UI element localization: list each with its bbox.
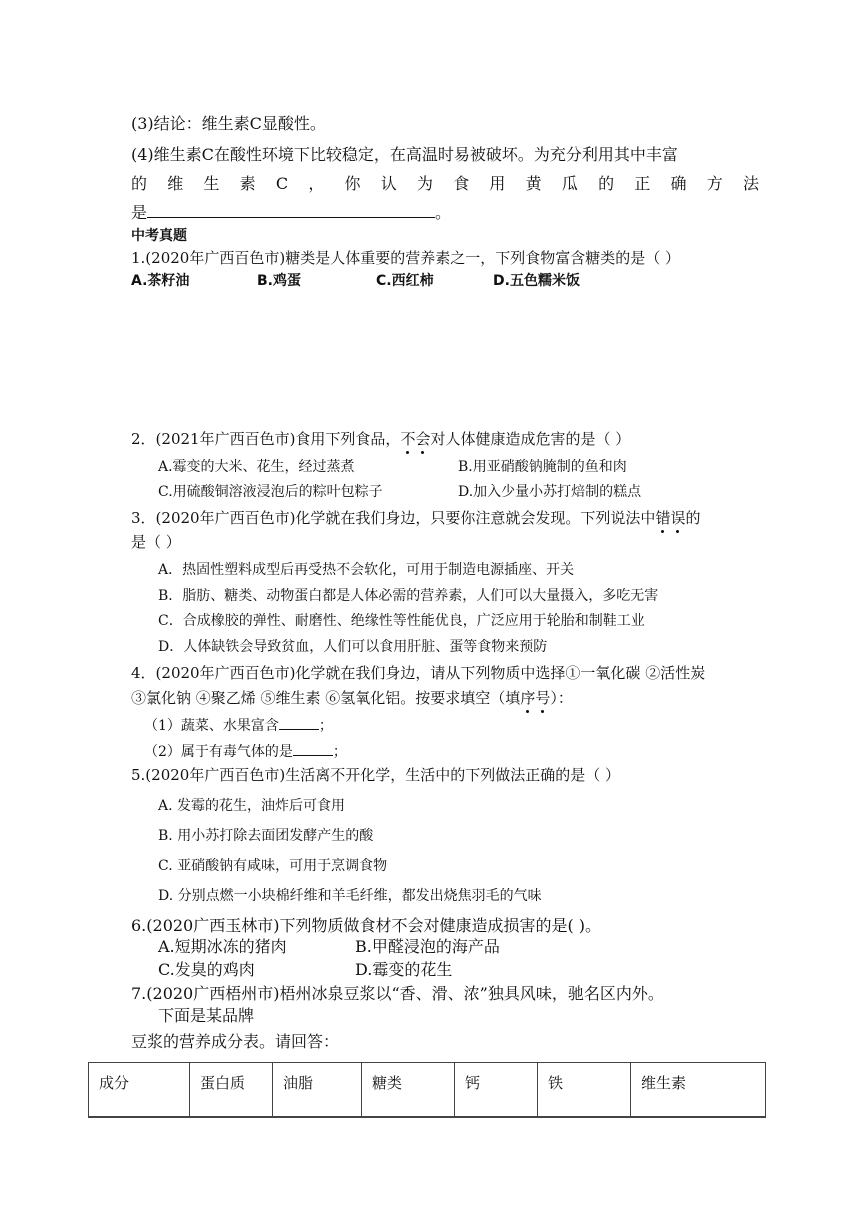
q4-sub1-end: ； <box>318 718 333 734</box>
spread-char: 瓜 <box>561 174 578 193</box>
question4-text-line1: (4)维生素C在酸性环境下比较稳定，在高温时易被破坏。为充分利用其中丰富 <box>131 145 678 164</box>
spread-char: 正 <box>634 174 651 193</box>
spread-char: 方 <box>706 174 723 193</box>
spread-char: 维 <box>167 174 184 193</box>
q4-sub1-blank[interactable] <box>279 714 319 730</box>
q4-sub2-text: （2）属于有毒气体的是 <box>144 744 293 760</box>
q6-option-b[interactable]: B.甲醛浸泡的海产品 <box>355 937 500 956</box>
q7-stem: 7.(2020广西梧州市)梧州冰泉豆浆以“香、滑、浓”独具风味，驰名区内外。 <box>131 984 664 1003</box>
q1-stem: 1.(2020年广西百色市)糖类是人体重要的营养素之一，下列食物富含糖类的是（ ） <box>131 249 680 267</box>
q2-option-a[interactable]: A.霉变的大米、花生，经过蒸煮 <box>158 459 355 475</box>
q5-option-c[interactable]: C. 亚硝酸钠有咸味，可用于烹调食物 <box>158 858 388 874</box>
q2-stem-post: 对人体健康造成危害的是（ ） <box>430 430 631 448</box>
q6-stem: 6.(2020广西玉林市)下列物质做食材不会对健康造成损害的是( )。 <box>131 916 602 935</box>
q4-sub1-text: （1）蔬菜、水果富含 <box>144 718 279 734</box>
spread-char: 素 <box>239 174 256 193</box>
q1-option-b[interactable]: B.鸡蛋 <box>257 273 301 289</box>
q3-option-a[interactable]: A．热固性塑料成型后再受热不会软化，可用于制造电源插座、开关 <box>158 562 575 578</box>
q5-option-b[interactable]: B. 用小苏打除去面团发酵产生的酸 <box>158 828 374 844</box>
table-header-cell: 蛋白质 <box>190 1063 273 1118</box>
q6-option-c[interactable]: C.发臭的鸡肉 <box>158 960 255 979</box>
table-header-cell: 油脂 <box>273 1063 362 1118</box>
q3-option-c[interactable]: C．合成橡胶的弹性、耐磨性、绝缘性等性能优良，广泛应用于轮胎和制鞋工业 <box>158 613 645 629</box>
q2-stem <box>131 429 630 449</box>
spread-char: 为 <box>416 174 433 193</box>
q3-stem <box>131 508 700 528</box>
q4-emph-2: 号 <box>535 689 551 707</box>
spread-char: 的 <box>131 174 148 193</box>
answer-blank[interactable] <box>147 202 435 218</box>
q3-emph-1: 错 <box>655 509 671 527</box>
q6-option-a[interactable]: A.短期冰冻的猪肉 <box>158 937 287 956</box>
q2-emph-2: 会 <box>415 430 431 448</box>
q1-option-a[interactable]: A.茶籽油 <box>131 273 190 289</box>
table-header-cell: 维生素 <box>631 1063 766 1118</box>
q5-option-d[interactable]: D. 分别点燃一小块棉纤维和羊毛纤维，都发出烧焦羽毛的气味 <box>158 888 542 904</box>
spread-char: C <box>275 174 289 193</box>
table-header-cell: 糖类 <box>362 1063 455 1118</box>
q4-sub2 <box>144 740 347 762</box>
q3-emph-2: 误 <box>670 509 686 527</box>
q4-line2-post: ）： <box>550 689 573 707</box>
table-header-row <box>89 1063 766 1118</box>
q4-sub2-blank[interactable] <box>293 740 333 756</box>
spread-char: 用 <box>489 174 506 193</box>
q7-stem-line2: 下面是某品牌 <box>158 1006 255 1025</box>
q3-stem-line2: 是（ ） <box>131 533 181 551</box>
q6-option-d[interactable]: D.霉变的花生 <box>355 960 453 979</box>
conclusion-line: (3)结论：维生素C显酸性。 <box>131 114 326 133</box>
q4-sub2-end: ； <box>332 744 347 760</box>
spread-char: 黄 <box>525 174 542 193</box>
q5-option-a[interactable]: A. 发霉的花生，油炸后可食用 <box>158 798 346 814</box>
spread-char: 认 <box>380 174 397 193</box>
q3-option-d[interactable]: D．人体缺铁会导致贫血，人们可以食用肝脏、蛋等食物来预防 <box>158 639 548 655</box>
q1-option-c[interactable]: C.西红柿 <box>376 273 434 289</box>
q1-option-d[interactable]: D.五色糯米饭 <box>493 273 580 289</box>
spread-char: 法 <box>742 174 759 193</box>
q5-stem: 5.(2020年广西百色市)生活离不开化学，生活中的下列做法正确的是（ ） <box>131 766 620 784</box>
q1-options <box>131 271 731 291</box>
q3-stem-pre: 3．(2020年广西百色市)化学就在我们身边，只要你注意就会发现。下列说法中 <box>131 509 656 527</box>
q3-option-b[interactable]: B．脂肪、糖类、动物蛋白都是人体必需的营养素，人们可以大量摄入，多吃无害 <box>158 588 659 604</box>
q2-emph-1: 不 <box>400 430 416 448</box>
nutrition-table <box>88 1062 766 1118</box>
q4-sub1 <box>144 714 333 736</box>
spread-char: 的 <box>598 174 615 193</box>
question4-answer-line <box>131 202 451 223</box>
answer-prefix: 是 <box>131 203 148 222</box>
answer-suffix: 。 <box>435 203 452 222</box>
spread-char: 生 <box>203 174 220 193</box>
table-header-cell: 钙 <box>455 1063 538 1118</box>
spread-char: ， <box>308 174 325 193</box>
q3-stem-post: 的 <box>685 509 701 527</box>
q2-option-b[interactable]: B.用亚硝酸钠腌制的鱼和肉 <box>458 459 627 475</box>
table-header-cell: 铁 <box>538 1063 631 1118</box>
spread-char: 食 <box>453 174 470 193</box>
q4-line2-pre: ③氯化钠 ④聚乙烯 ⑤维生素 ⑥氢氧化铝。按要求填空（填 <box>131 689 521 707</box>
table-header-cell: 成分 <box>89 1063 190 1118</box>
spread-char: 确 <box>670 174 687 193</box>
q2-stem-pre: 2．(2021年广西百色市)食用下列食品， <box>131 430 401 448</box>
q2-option-c[interactable]: C.用硫酸铜溶液浸泡后的粽叶包粽子 <box>158 484 383 500</box>
q4-stem: 4．(2020年广西百色市)化学就在我们身边，请从下列物质中选择①一氧化碳 ②活性炭 <box>131 664 706 682</box>
q2-option-d[interactable]: D.加入少量小苏打焙制的糕点 <box>458 484 642 500</box>
section-title: 中考真题 <box>131 228 187 244</box>
q7-stem-line3: 豆浆的营养成分表。请回答： <box>131 1032 340 1051</box>
q4-stem-line2 <box>131 688 573 708</box>
question4-text-line2 <box>131 174 759 194</box>
q4-emph-1: 序 <box>520 689 536 707</box>
spread-char: 你 <box>344 174 361 193</box>
